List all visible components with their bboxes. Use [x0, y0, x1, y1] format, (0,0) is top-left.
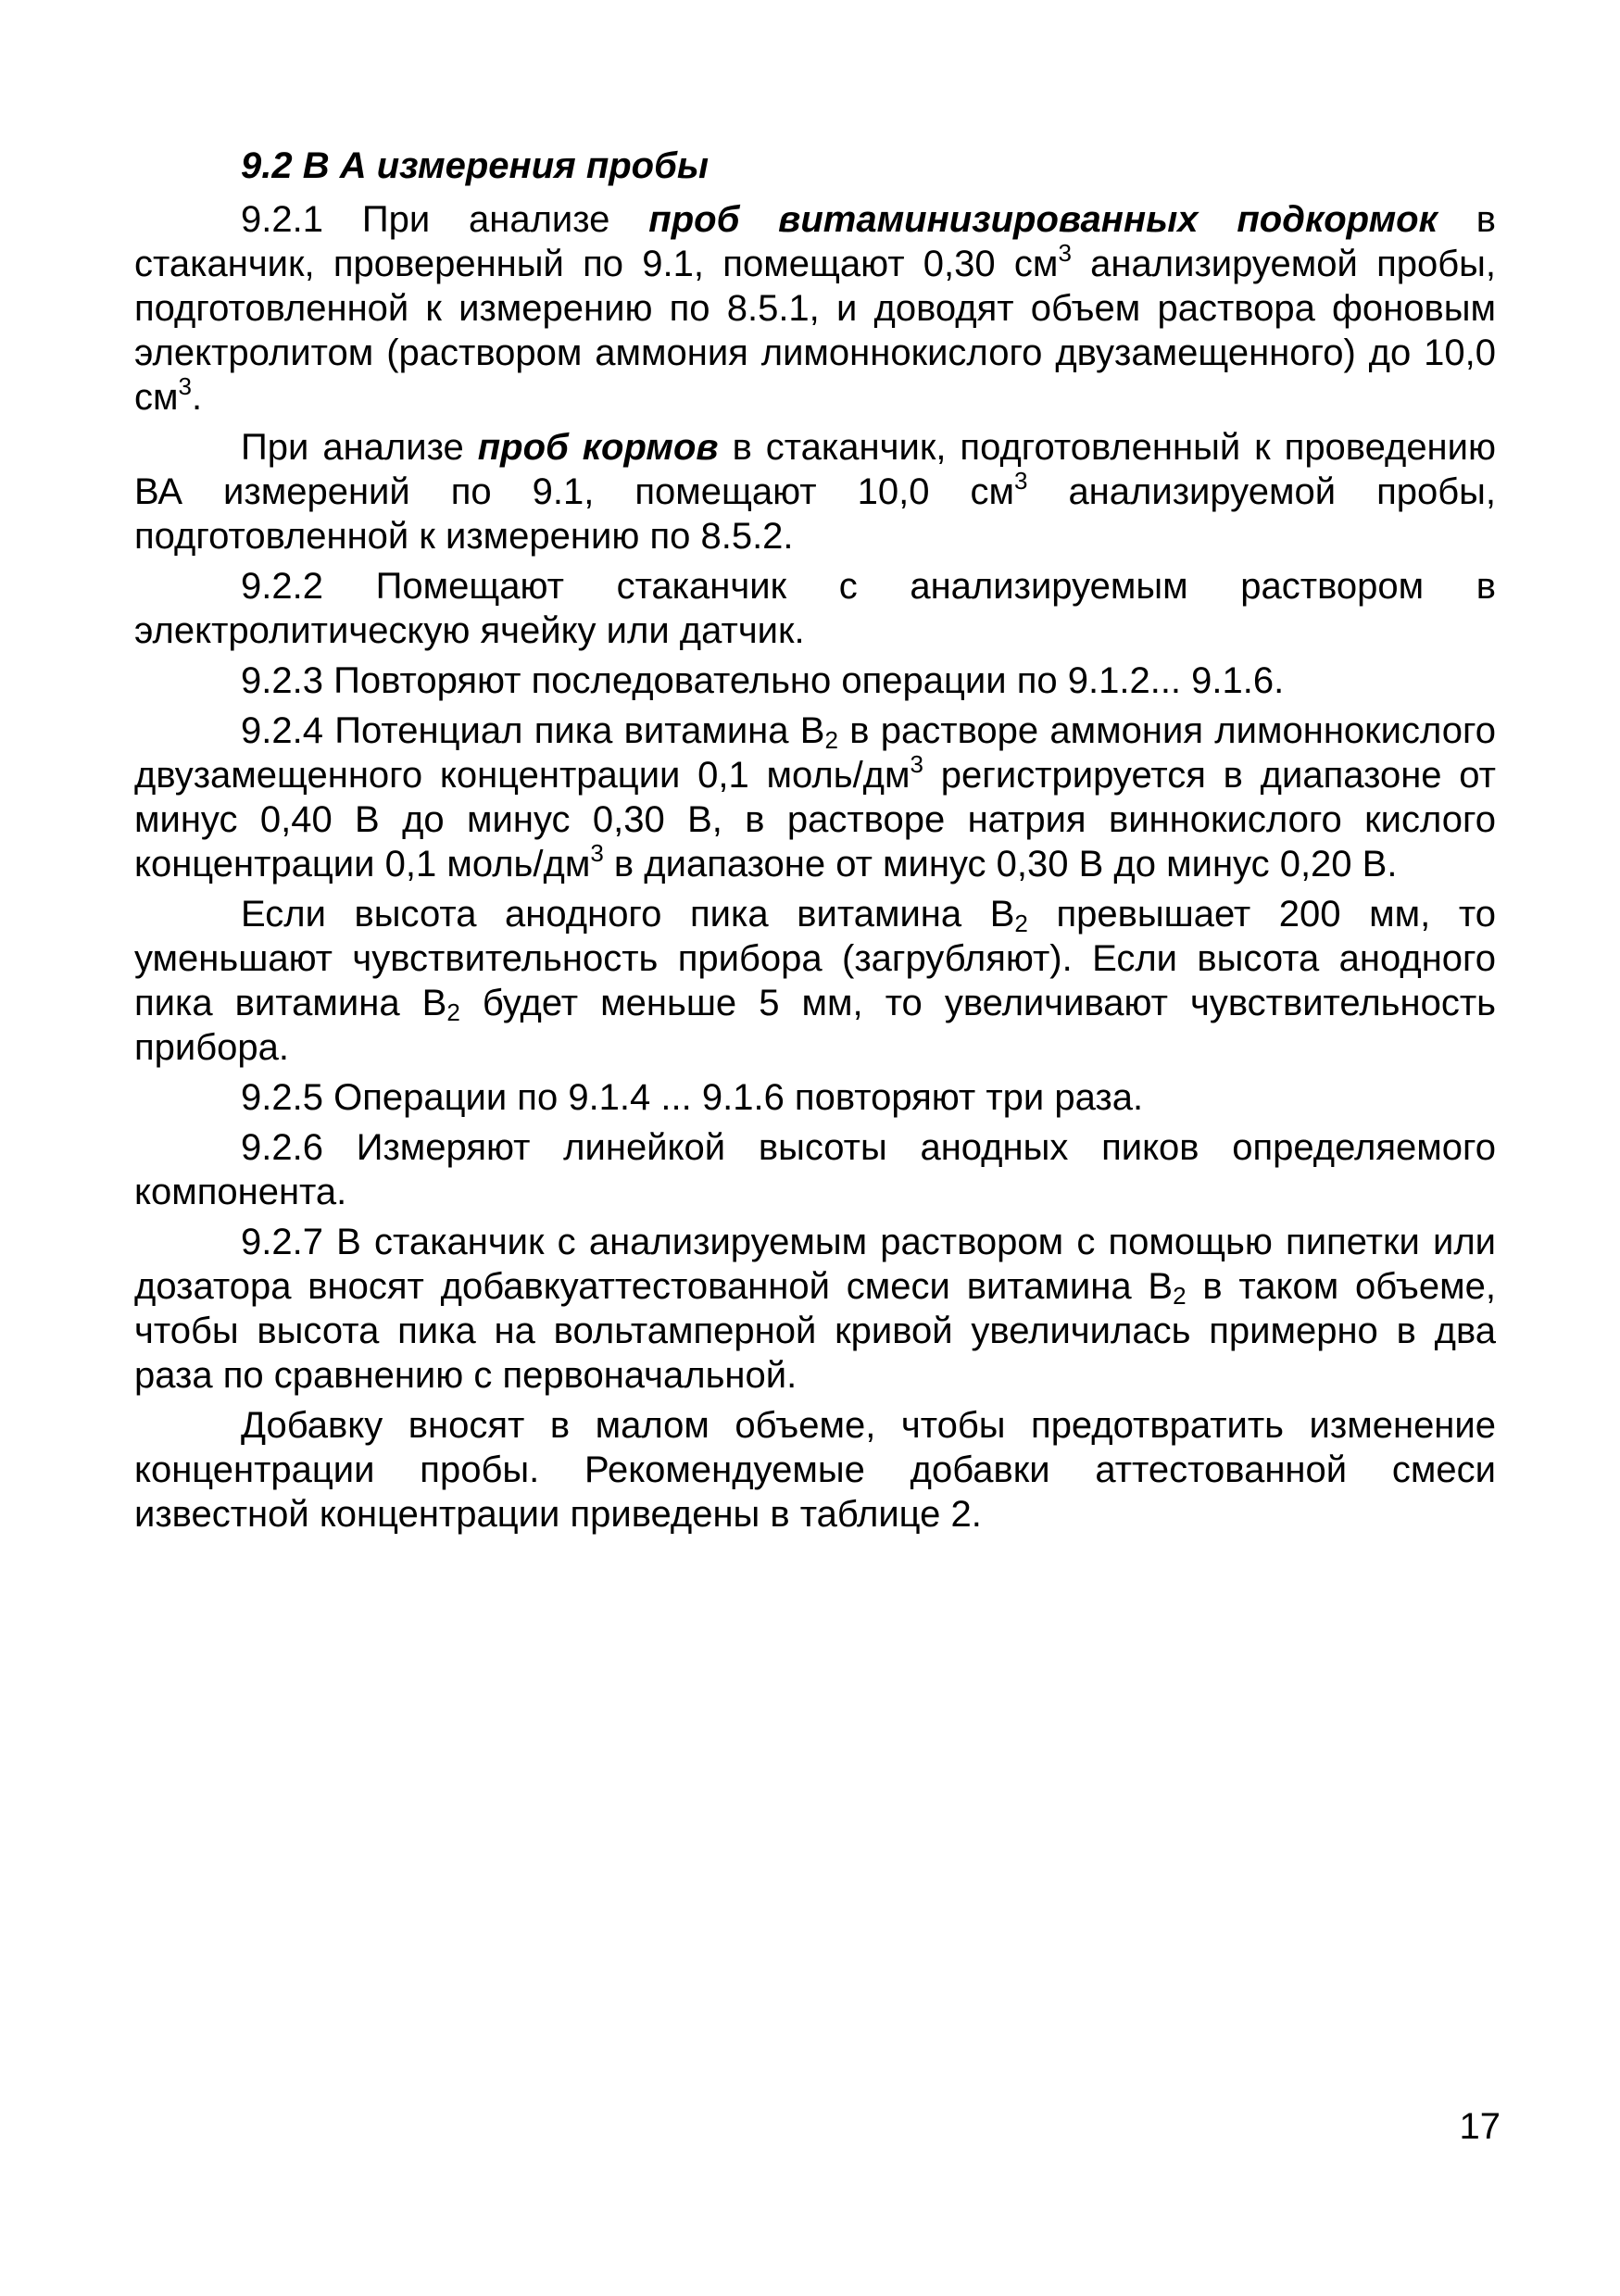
- paragraph-9-2-4: [134, 709, 1496, 886]
- text-run: 9.2.4 Потенциал пика витамина В: [241, 710, 825, 751]
- text-run: 9.2.1 При анализе: [241, 199, 649, 240]
- superscript: 3: [1058, 239, 1072, 267]
- subscript: 2: [446, 998, 460, 1026]
- superscript: 3: [590, 839, 604, 867]
- superscript: 3: [1013, 467, 1028, 495]
- superscript: 3: [910, 750, 923, 778]
- text-run: анализируемой пробы, подготовленной к измерению по 8.5.1, и доводят объем раствора фоновым электролитом (раствором аммония лимоннокислого двузамещенного) до 10,0 см: [134, 244, 1496, 418]
- paragraph-9-2-7: [134, 1220, 1496, 1398]
- text-run: в стаканчик, проверенный по 9.1, помещают 0,30 см: [134, 199, 1496, 284]
- text-run: в таком объеме, чтобы высота пика на вольтамперной кривой увеличилась примерно в два раза по сравнению с первоначальной.: [134, 1266, 1496, 1396]
- text-run: в диапазоне от минус 0,30 В до минус 0,20 В.: [603, 844, 1398, 885]
- paragraph-9-2-6: 9.2.6 Измеряют линейкой высоты анодных пиков определяемого компонента.: [134, 1127, 1496, 1212]
- text-run: анализируемой пробы, подготовленной к измерению по 8.5.2.: [134, 471, 1496, 557]
- paragraph-9-2-2: 9.2.2 Помещают стаканчик с анализируемым раствором в электролитическую ячейку или датчик.: [134, 566, 1496, 651]
- emphasis-vitamin-feeds: проб витаминизированных подкормок: [648, 199, 1438, 240]
- text-run: .: [191, 377, 203, 418]
- subscript: 2: [1173, 1282, 1187, 1310]
- text-run: регистрируется в диапазоне от минус 0,40 В до минус 0,30 В, в растворе натрия виннокислого кислого концентрации 0,1 моль/дм: [134, 755, 1496, 885]
- text-run: При анализе: [241, 427, 478, 468]
- paragraph-additive: Добавку вносят в малом объеме, чтобы предотвратить изменение концентрации пробы. Рекомендуемые добавки аттестованной смеси известной концентрации приведены в таблице 2.: [134, 1405, 1496, 1535]
- superscript: 3: [178, 372, 192, 400]
- emphasis-feed-samples: проб кормов: [477, 427, 719, 468]
- section-heading: 9.2 В А измерения пробы: [241, 145, 710, 186]
- text-run: Если высота анодного пика витамина В: [241, 894, 1015, 935]
- section-body: [134, 144, 1496, 1537]
- text-run: в растворе аммония лимоннокислого двузамещенного концентрации 0,1 моль/дм: [134, 710, 1496, 796]
- paragraph-9-2-3: 9.2.3 Повторяют последовательно операции по 9.1.2... 9.1.6.: [241, 660, 1285, 701]
- paragraph-feed-samples: [134, 425, 1496, 558]
- paragraph-9-2-1: [134, 197, 1496, 420]
- paragraph-peak-height: [134, 892, 1496, 1070]
- page-number: 17: [1459, 2106, 1501, 2147]
- paragraph-9-2-5: 9.2.5 Операции по 9.1.4 ... 9.1.6 повторяют три раза.: [241, 1077, 1144, 1118]
- text-run: превышает 200 мм, то уменьшают чувствительность прибора (загрубляют). Если высота анодного пика витамина В: [134, 894, 1496, 1023]
- subscript: 2: [824, 726, 838, 754]
- text-run: в стаканчик, подготовленный к проведению ВА измерений по 9.1, помещают 10,0 см: [134, 427, 1496, 512]
- text-run: 9.2.7 В стаканчик с анализируемым раствором с помощью пипетки или дозатора вносят добавкуаттестованной смеси витамина В: [134, 1222, 1496, 1307]
- subscript: 2: [1014, 910, 1028, 937]
- text-run: будет меньше 5 мм, то увеличивают чувствительность прибора.: [134, 983, 1496, 1068]
